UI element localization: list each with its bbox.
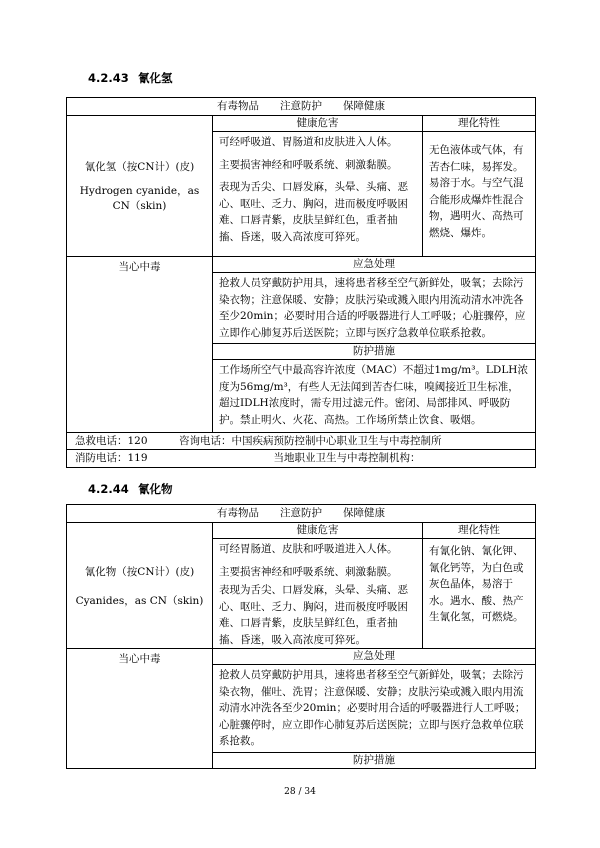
- properties-text: 无色液体或气体，有苦杏仁味，易挥发。易溶于水。与空气混合能形成爆炸性混合物，遇明火、高热可燃烧、爆炸。: [429, 144, 524, 239]
- hazard-route: 可经胃肠道、皮肤和呼吸道进入人体。: [219, 543, 398, 555]
- section-title-4-2-44: [88, 481, 173, 497]
- hazard-target: 主要损害神经和呼吸系统、刺激黏膜。: [219, 565, 398, 578]
- section-name: 氰化物: [138, 482, 173, 496]
- hazard-target: 主要损害神经和呼吸系统、刺激黏膜。: [219, 158, 398, 171]
- footer-phone-row-2: 消防电话：119 当地职业卫生与中毒控制机构：: [75, 452, 421, 464]
- substance-name-cn: 氰化氢（按CN计）(皮): [84, 160, 195, 173]
- properties-title: 理化特性: [423, 116, 535, 132]
- caution-cell: [67, 649, 213, 768]
- section-title-4-2-43: [88, 70, 173, 86]
- health-hazard-title: 健康危害: [213, 523, 422, 539]
- card-header: 有毒物品 注意防护 保障健康: [67, 98, 535, 116]
- caution-cell: [67, 257, 213, 432]
- emergency-text: 抢救人员穿戴防护用具，速将患者移至空气新鲜处，吸氧；去除污染衣物；注意保暖、安静；皮肤污染或溅入眼内用流动清水冲洗各至少20min；必要时用合适的呼吸器进行人工呼吸；心脏骤停，应立即作心肺复苏后送医院；立即与医疗急救单位联系抢救。: [213, 273, 535, 344]
- footer-phone-row-1: 急救电话：120 咨询电话：中国疾病预防控制中心职业卫生与中毒控制所: [67, 433, 535, 450]
- emergency-cell: [213, 649, 535, 768]
- hazard-symptoms: 表现为舌尖、口唇发麻，头晕、头痛、恶心、呕吐、乏力、胸闷，进而极度呼吸困难、口唇青紫，皮肤呈鲜红色，重者抽搐、昏迷，吸入高浓度可猝死。: [219, 181, 408, 243]
- substance-name-cell: [67, 523, 213, 648]
- emergency-row: [67, 257, 535, 433]
- card-header: 有毒物品 注意防护 保障健康: [67, 505, 535, 523]
- properties-cell: [423, 523, 535, 648]
- caution-label: 当心中毒: [118, 261, 161, 273]
- cyanides-card: [66, 504, 536, 769]
- health-hazard-title: 健康危害: [213, 116, 422, 132]
- protection-title: 防护措施: [213, 344, 535, 360]
- section-number: 4.2.44: [88, 482, 129, 496]
- hazard-row: [67, 523, 535, 649]
- substance-name-cell: [67, 116, 213, 256]
- substance-name-en: Hydrogen cyanide，as CN（skin): [79, 184, 200, 212]
- hazard-row: [67, 116, 535, 257]
- emergency-cell: [213, 257, 535, 432]
- emergency-title: 应急处理: [213, 649, 535, 665]
- protection-text: 工作场所空气中最高容许浓度（MAC）不超过1mg/m³。LDLH浓度为56mg/m³，有些人无法闻到苦杏仁味，嗅阈接近卫生标准，超过IDLH浓度时，需专用过滤元件。密闭、局部排风、呼吸防护。禁止明火、火花、高热。工作场所禁止饮食、吸烟。: [219, 364, 528, 426]
- emergency-row: [67, 649, 535, 768]
- properties-title: 理化特性: [423, 523, 535, 539]
- properties-cell: [423, 116, 535, 256]
- health-hazard-cell: [213, 116, 423, 256]
- hazard-route: 可经呼吸道、胃肠道和皮肤进入人体。: [219, 136, 398, 148]
- section-name: 氰化氢: [138, 71, 173, 85]
- health-hazard-cell: [213, 523, 423, 648]
- properties-text: 有氰化钠、氰化钾、氰化钙等，为白色或灰色晶体，易溶于水。遇水、酸、热产生氰化氢，可燃烧。: [429, 545, 524, 623]
- substance-name-en: Cyanides，as CN（skin): [75, 594, 204, 607]
- emergency-title: 应急处理: [213, 257, 535, 273]
- substance-name-cn: 氰化物（按CN计）(皮): [84, 565, 195, 578]
- caution-label: 当心中毒: [118, 653, 161, 665]
- page-number: 28 / 34: [284, 787, 316, 797]
- section-number: 4.2.43: [88, 71, 129, 85]
- emergency-text: 抢救人员穿戴防护用具，速将患者移至空气新鲜处，吸氧；去除污染衣物，催吐、洗胃；注意保暖、安静；皮肤污染或溅入眼内用流动清水冲洗各至少20min；必要时用合适的呼吸器进行人工呼吸；心脏骤停时，应立即作心肺复苏后送医院；立即与医疗急救单位联系抢救。: [213, 665, 535, 753]
- hydrogen-cyanide-card: [66, 97, 536, 468]
- hazard-symptoms: 表现为舌尖、口唇发麻，头晕、头痛、恶心、呕吐、乏力、胸闷，进而极度呼吸困难、口唇青紫，皮肤呈鲜红色，重者抽搐、昏迷，吸入高浓度可猝死。: [219, 584, 408, 646]
- protection-title: 防护措施: [353, 753, 395, 766]
